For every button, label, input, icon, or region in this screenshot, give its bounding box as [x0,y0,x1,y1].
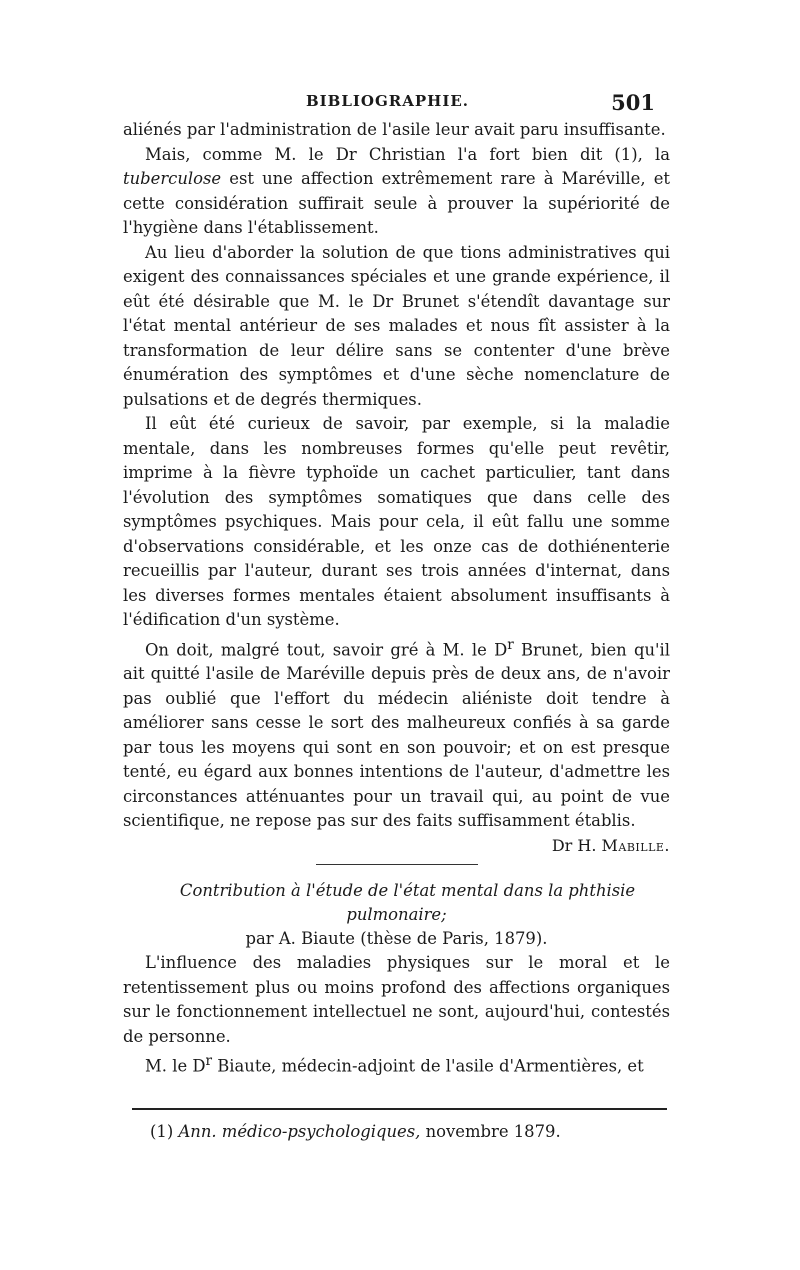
paragraph: M. le $D^r$ Biaute, médecin-adjoint de l'asile d'Armentières, et [145,1053,644,1076]
review-author: par A. Biaute (thèse de Paris, 1879). [245,929,548,949]
paragraph: aliénés par l'administration de l'asile leur avait paru insuffisante. [123,120,666,139]
paragraph: Au lieu d'aborder la solution de que tions administratives qui exigent des connaissances spéciales et une grande expérience, il eût été désirable que M. le Dr Brunet s'étendît davantage sur l'état mental antérieur de ses malades et nous fît assister à la transformation de leur délire sans se contenter d'une brève énumération des symptômes et d'une sèche nomenclature de pulsations et de degrés thermiques. [123,242,670,409]
italic-word: tuberculose [123,169,222,188]
page-number: 501 [611,90,655,115]
body-text [123,118,670,1079]
section-divider [316,864,478,865]
paragraph: On doit, malgré tout, savoir gré à M. le $D^r$ Brunet, bien qu'il ait quitté l'asile de Maréville depuis près de deux ans, de n'avoir pas oublié que l'effort du médecin aliéniste doit tendre à améliorer sans cesse le sort des malheureux confiés à sa garde par tous les moyens qui sont en son pouvoir; et on est presque tenté, eu égard aux bonnes intentions de l'auteur, d'admettre les circonstances atténuantes pour un travail qui, au point de vue scientifique, ne repose pas sur des faits suffisamment établis. [123,636,670,831]
review-heading [123,879,670,951]
footnote-rule [132,1108,667,1110]
footnote: (1) Ann. médico-psychologiques, novembre 1879. [150,1122,561,1141]
paragraph: L'influence des maladies physiques sur le moral et le retentissement plus ou moins profond des affections organiques sur le fonctionnement intellectuel ne sont, aujourd'hui, contestés de personne. [123,953,670,1046]
review-title: Contribution à l'étude de l'état mental dans la phthisie pulmonaire; [179,881,636,925]
paragraph: Mais, comme M. le Dr Christian l'a fort bien dit (1), la tuberculose est une affection extrêmement rare à Maréville, et cette considération suffirait seule à prouver la supériorité de l'hygiène dans l'établissement. [123,144,670,237]
running-title: BIBLIOGRAPHIE. [305,92,470,110]
paragraph: Il eût été curieux de savoir, par exemple, si la maladie mentale, dans les nombreuses formes qu'elle peut revêtir, imprime à la fièvre typhoïde un cachet particulier, tant dans l'évolution des symptômes somatiques que dans celle des symptômes psychiques. Mais pour cela, il eût fallu une somme d'observations considérable, et les onze cas de dothiénenterie recueillis par l'auteur, durant ses trois années d'internat, dans les diverses formes mentales étaient absolument insuffisants à l'édification d'un système. [123,414,670,629]
signature: Dr H. Mabille. [551,835,670,855]
running-head [120,92,655,116]
